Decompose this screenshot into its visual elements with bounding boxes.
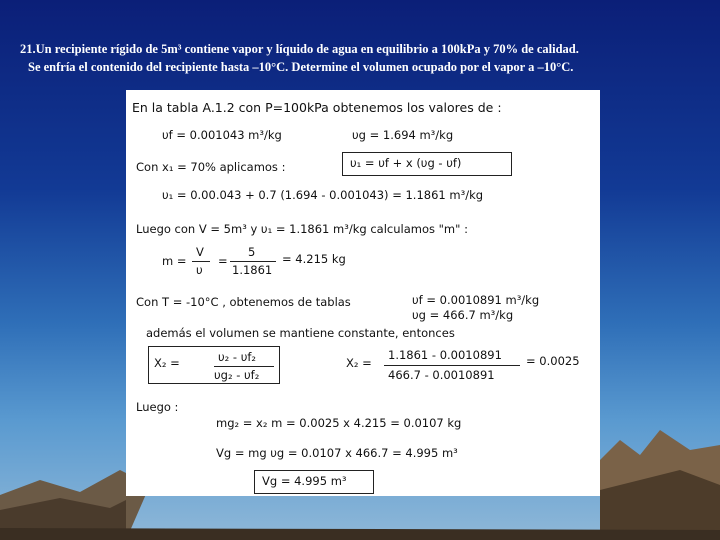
mass-lhs: m = — [162, 254, 187, 268]
solution-vg-value: υg = 1.694 m³/kg — [352, 128, 454, 142]
solution-quality-line: Con x₁ = 70% aplicamos : — [136, 160, 286, 174]
solution-temp-line: Con T = -10°C , obtenemos de tablas — [136, 295, 351, 309]
mass-frac1-den: υ — [196, 263, 203, 277]
x2-num: υ₂ - υf₂ — [218, 350, 257, 364]
solution-then-label: Luego : — [136, 400, 179, 414]
x2b-fracline — [384, 365, 520, 366]
x2-den: υg₂ - υf₂ — [214, 368, 260, 382]
solution-vf-value: υf = 0.001043 m³/kg — [162, 128, 282, 142]
mass-eq: = — [218, 254, 228, 268]
solution-then-line: Luego con V = 5m³ y υ₁ = 1.1861 m³/kg calculamos "m" : — [136, 222, 468, 236]
mass-frac1-num: V — [196, 245, 204, 259]
solution-vg-calc: Vg = mg υg = 0.0107 x 466.7 = 4.995 m³ — [216, 446, 458, 460]
x2b-den: 466.7 - 0.0010891 — [388, 368, 495, 382]
mass-frac2-num: 5 — [248, 245, 256, 259]
handwritten-solution-panel — [126, 90, 600, 496]
solution-vg2-value: υg = 466.7 m³/kg — [412, 308, 514, 322]
x2-fracline — [214, 366, 274, 367]
solution-mg2-calc: mg₂ = x₂ m = 0.0025 x 4.215 = 0.0107 kg — [216, 416, 462, 430]
solution-vf2-value: υf = 0.0010891 m³/kg — [412, 293, 540, 307]
mass-result: = 4.215 kg — [282, 252, 346, 266]
problem-line-1: 21.Un recipiente rígido de 5m³ contiene vapor y líquido de agua en equilibrio a 100kPa y 70% de calidad. — [20, 42, 579, 56]
x2b-lhs: X₂ = — [346, 356, 372, 370]
solution-line-intro: En la tabla A.1.2 con P=100kPa obtenemos los valores de : — [132, 100, 502, 115]
problem-line-2: Se enfría el contenido del recipiente hasta –10°C. Determine el volumen ocupado por el vapor a –10°C. — [28, 60, 574, 74]
x2-lhs: X₂ = — [154, 356, 180, 370]
solution-v1-calculation: υ₁ = 0.00.043 + 0.7 (1.694 - 0.001043) = 1.1861 m³/kg — [162, 188, 484, 202]
mass-frac2-den: 1.1861 — [232, 263, 273, 277]
final-answer: Vg = 4.995 m³ — [262, 474, 347, 488]
solution-formula: υ₁ = υf + x (υg - υf) — [350, 156, 462, 170]
x2b-result: = 0.0025 — [526, 354, 580, 368]
mass-frac2-line — [230, 261, 276, 262]
problem-statement — [20, 40, 710, 76]
x2b-num: 1.1861 - 0.0010891 — [388, 348, 502, 362]
solution-constant-volume: además el volumen se mantiene constante, entonces — [146, 326, 455, 340]
mass-frac1-line — [192, 261, 210, 262]
